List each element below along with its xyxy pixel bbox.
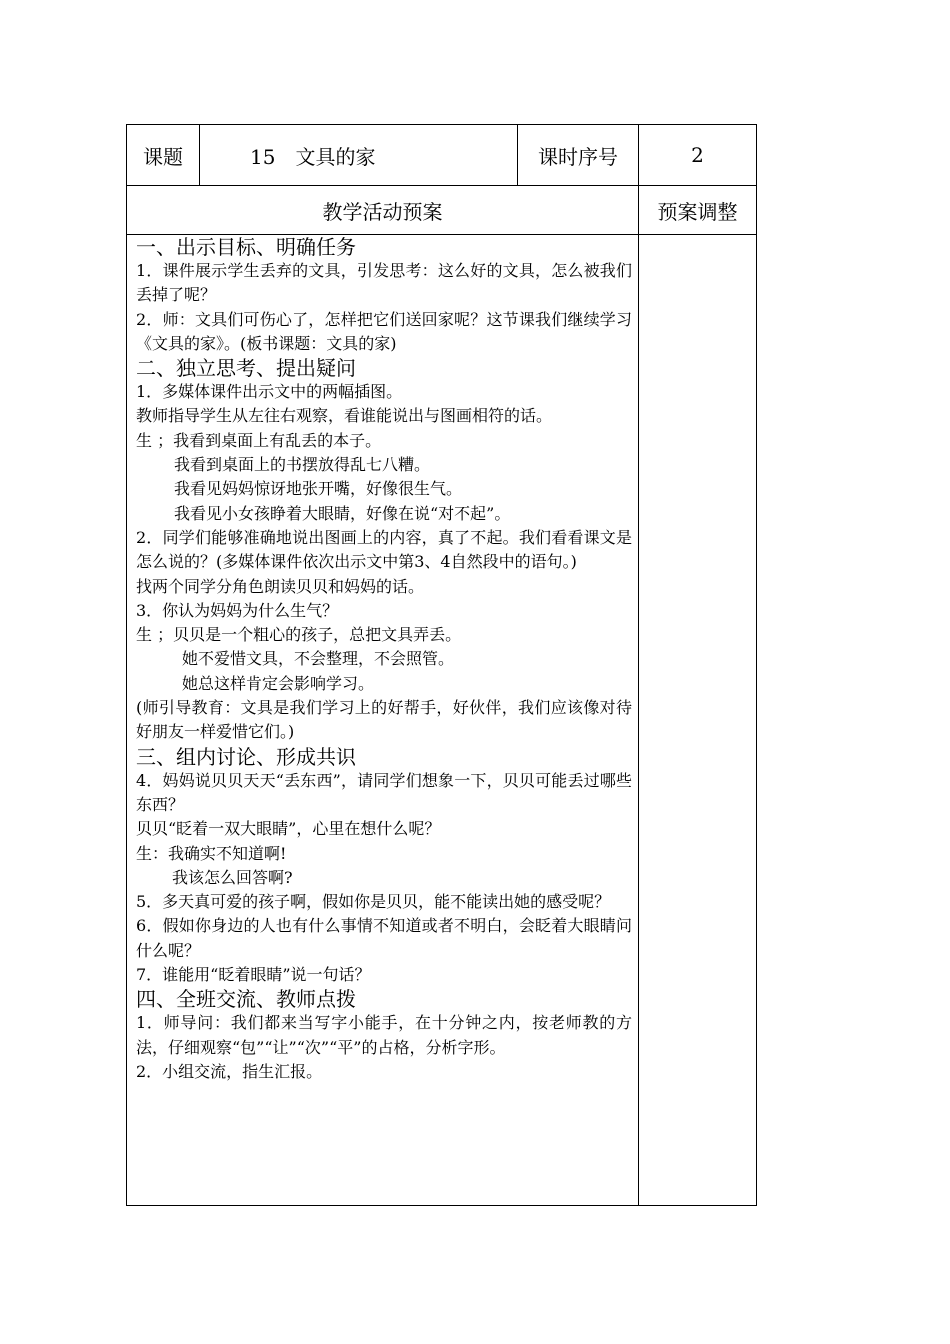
content-line: 1．多媒体课件出示文中的两幅插图。 — [136, 382, 403, 402]
content-line: 4．妈妈说贝贝天天“丢东西”，请同学们想象一下，贝贝可能丢过哪些东西？ — [136, 770, 632, 814]
content-line: 教师指导学生从左往右观察，看谁能说出与图画相符的话。 — [136, 406, 553, 426]
content-line: 3．你认为妈妈为什么生气？ — [136, 600, 339, 620]
plan-content-cell — [127, 235, 639, 1206]
content-line: 我看见小女孩睁着大眼睛，好像在说“对不起”。 — [174, 503, 511, 523]
content-line: 2．同学们能够准确地说出图画上的内容，真了不起。我们看看课文是怎么说的？(多媒体课件依次出示文中第3、4自然段中的语句。) — [136, 527, 632, 572]
section-heading: 二、独立思考、提出疑问 — [136, 356, 356, 381]
content-line: (师引导教育：文具是我们学习上的好帮手，好伙伴，我们应该像对待好朋友一样爱惜它们。) — [136, 698, 632, 742]
content-line: 7．谁能用“眨着眼睛”说一句话？ — [136, 965, 371, 985]
section-heading: 一、出示目标、明确任务 — [136, 235, 356, 259]
adjust-content-cell — [639, 235, 757, 1206]
content-line: 我看到桌面上的书摆放得乱七八糟。 — [174, 455, 431, 475]
header-row — [127, 125, 757, 186]
content-line: 2．师：文具们可伤心了，怎样把它们送回家呢？这节课我们继续学习《文具的家》。(板书课题：文具的家) — [136, 309, 632, 353]
content-row — [127, 235, 757, 1206]
plan-label: 教学活动预案 — [127, 186, 639, 235]
subheader-row — [127, 186, 757, 235]
content-line: 5．多天真可爱的孩子啊，假如你是贝贝，能不能读出她的感受呢？ — [136, 892, 611, 912]
section-heading: 四、全班交流、教师点拨 — [136, 987, 356, 1012]
content-line: 1．师导问：我们都来当写字小能手，在十分钟之内，按老师教的方法，仔细观察“包”“让”“次”“平”的占格，分析字形。 — [136, 1013, 632, 1057]
content-line: 生 ；贝贝是一个粗心的孩子，总把文具弄丢。 — [136, 625, 462, 645]
content-line: 她不爱惜文具，不会整理，不会照管。 — [182, 649, 455, 669]
content-line: 我该怎么回答啊? — [172, 867, 293, 887]
topic-label: 课题 — [127, 125, 200, 186]
content-line: 生：我确实不知道啊! — [136, 843, 287, 863]
content-line: 6．假如你身边的人也有什么事情不知道或者不明白，会眨着大眼睛问什么呢？ — [136, 916, 632, 960]
period-value: 2 — [639, 125, 757, 186]
content-line: 生 ；我看到桌面上有乱丢的本子。 — [136, 430, 382, 450]
adjust-label: 预案调整 — [639, 186, 757, 235]
content-line: 找两个同学分角色朗读贝贝和妈妈的话。 — [136, 576, 425, 596]
section-heading: 三、组内讨论、形成共识 — [136, 744, 356, 769]
content-line: 贝贝“眨着一双大眼睛”，心里在想什么呢？ — [136, 819, 441, 839]
content-line: 我看见妈妈惊讶地张开嘴，好像很生气。 — [174, 479, 463, 499]
period-label: 课时序号 — [518, 125, 639, 186]
lesson-plan-table — [126, 124, 757, 1206]
plan-content — [127, 235, 638, 1205]
content-line: 1．课件展示学生丢弃的文具，引发思考：这么好的文具，怎么被我们丢掉了呢？ — [136, 261, 632, 305]
content-line: 她总这样肯定会影响学习。 — [182, 673, 375, 693]
content-line: 2．小组交流，指生汇报。 — [136, 1061, 323, 1081]
lesson-title: 15 文具的家 — [200, 125, 518, 186]
